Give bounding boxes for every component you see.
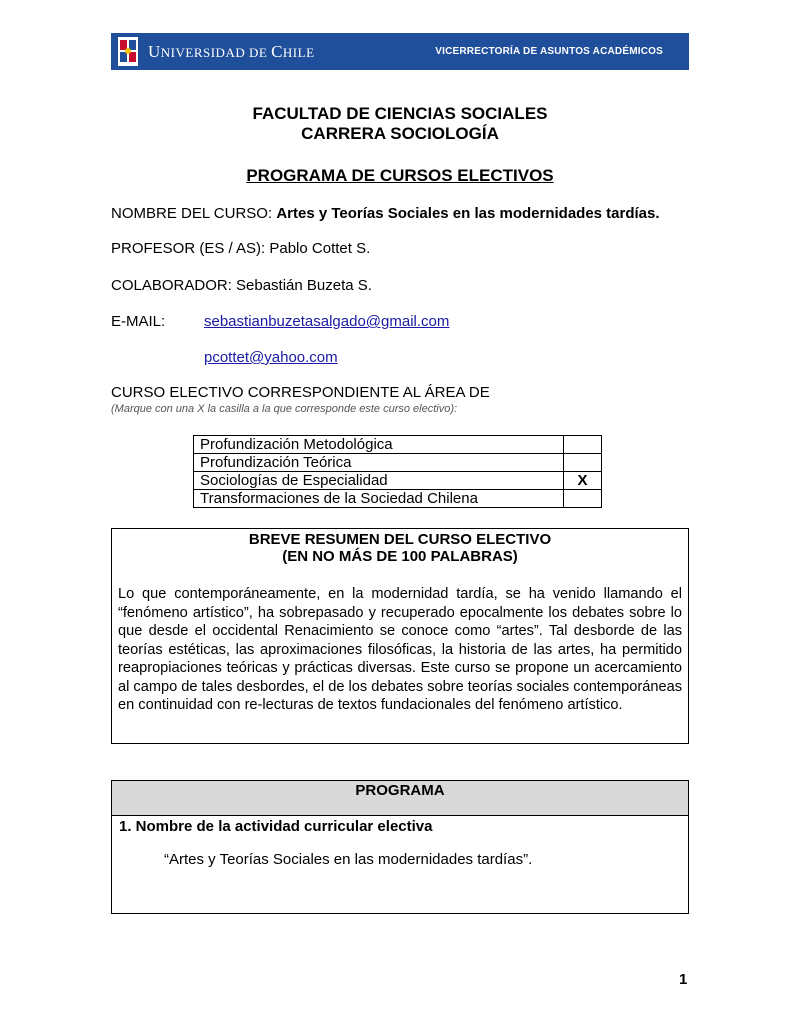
email-link-1[interactable]: sebastianbuzetasalgado@gmail.com <box>204 313 450 330</box>
course-name-value: Artes y Teorías Sociales en las modernidades tardías. <box>276 205 660 222</box>
area-note: (Marque con una X la casilla a la que corresponde este curso electivo): <box>111 403 458 415</box>
area-heading: CURSO ELECTIVO CORRESPONDIENTE AL ÁREA DE <box>111 384 490 401</box>
area-row <box>194 472 602 490</box>
area-row <box>194 490 602 508</box>
summary-box <box>111 528 689 744</box>
career-title: CARRERA SOCIOLOGÍA <box>301 124 499 143</box>
summary-title: BREVE RESUMEN DEL CURSO ELECTIVO <box>248 531 552 548</box>
professor-line: PROFESOR (ES / AS): Pablo Cottet S. <box>111 240 371 257</box>
area-label: Sociologías de Especialidad <box>194 472 564 490</box>
course-name-line <box>111 205 660 222</box>
page-number: 1 <box>679 971 688 988</box>
area-mark-cell <box>564 490 602 508</box>
email-label: E-MAIL: <box>111 313 166 330</box>
faculty-title: FACULTAD DE CIENCIAS SOCIALES <box>252 104 548 123</box>
collaborator-line: COLABORADOR: Sebastián Buzeta S. <box>111 277 372 294</box>
area-mark-cell <box>564 436 602 454</box>
programa-item-value: “Artes y Teorías Sociales en las modernidades tardías”. <box>164 851 533 868</box>
area-mark-cell: X <box>564 472 602 490</box>
university-crest-icon <box>117 36 139 67</box>
area-label: Profundización Teórica <box>194 454 564 472</box>
programa-item-label: 1. Nombre de la actividad curricular electiva <box>119 818 433 835</box>
area-row <box>194 436 602 454</box>
area-label: Transformaciones de la Sociedad Chilena <box>194 490 564 508</box>
vicerrectoria-label: VICERRECTORÍA DE ASUNTOS ACADÉMICOS <box>435 46 663 57</box>
programa-title: PROGRAMA <box>112 781 688 816</box>
summary-text: Lo que contemporáneamente, en la modernidad tardía, se ha venido llamando el “fenómeno artístico”, ha sobrepasado y recuperado epocalmente los debates sobre lo que desde el occidental Renacimiento se conoce como “artes”. Tal desborde de las teorías estéticas, las aproximaciones filosóficas, la historia de las artes, ha permitido reapropiaciones teóricas y prácticas diversas. Este curso se propone un acercamiento al campo de tales desbordes, el de los debates sobre teorías sociales contemporáneas en continuidad con re-lecturas de textos fundacionales del fenómeno artístico. <box>118 586 682 713</box>
area-table <box>193 435 602 508</box>
area-mark-cell <box>564 454 602 472</box>
university-name: UNIVERSIDAD DE CHILE <box>148 42 315 61</box>
course-name-label: NOMBRE DEL CURSO: <box>111 205 277 222</box>
area-label: Profundización Metodológica <box>194 436 564 454</box>
program-title: PROGRAMA DE CURSOS ELECTIVOS <box>246 166 554 185</box>
summary-subtitle: (EN NO MÁS DE 100 PALABRAS) <box>282 548 518 565</box>
email-link-2[interactable]: pcottet@yahoo.com <box>204 349 338 366</box>
university-header-banner <box>111 33 689 70</box>
area-row <box>194 454 602 472</box>
programa-box <box>111 780 689 914</box>
